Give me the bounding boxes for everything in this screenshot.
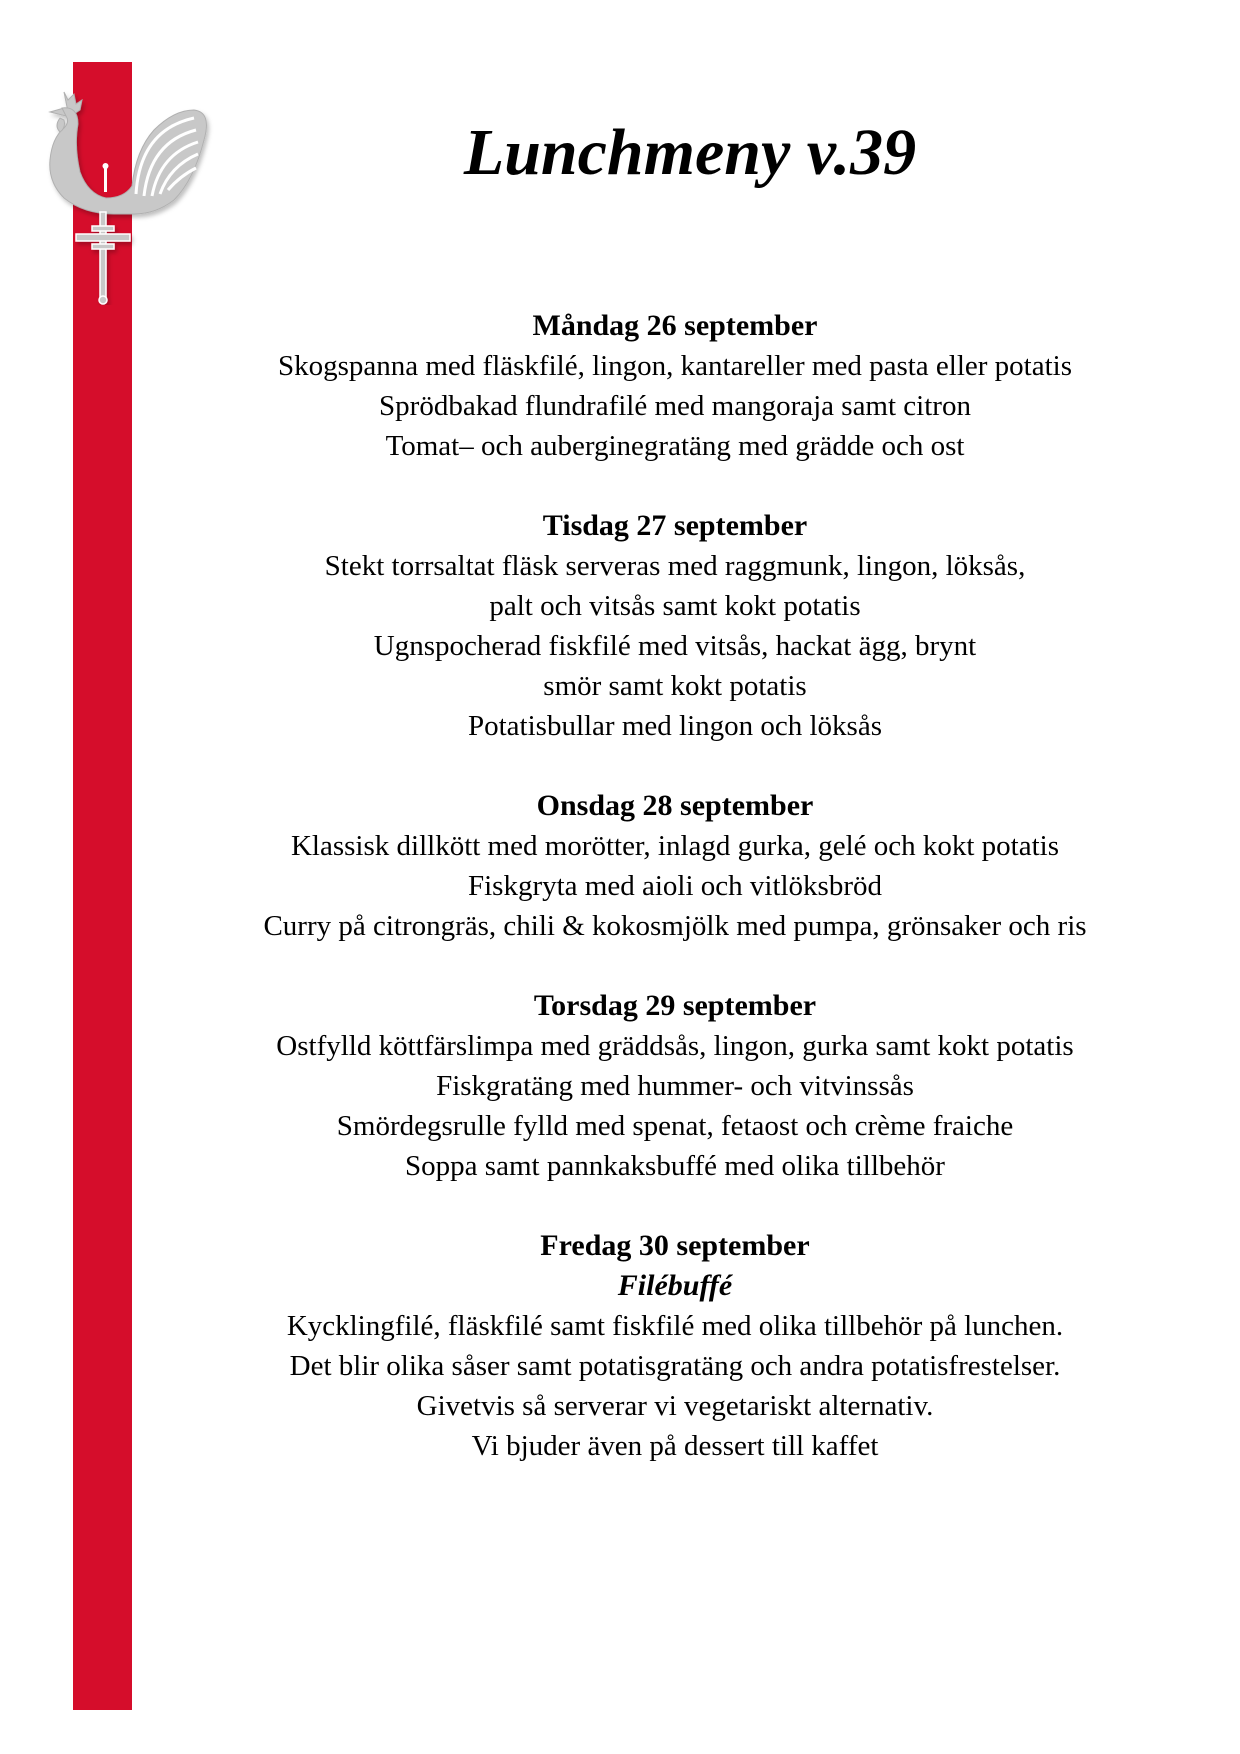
day-heading: Måndag 26 september — [532, 309, 818, 342]
menu-item: Ugnspocherad fiskfilé med vitsås, hackat ägg, brynt — [373, 630, 977, 662]
menu-item: Givetvis så serverar vi vegetariskt alternativ. — [416, 1390, 934, 1422]
menu-item: Curry på citrongräs, chili & kokosmjölk med pumpa, grönsaker och ris — [263, 910, 1087, 942]
page-title: Lunchmeny v.39 — [463, 116, 917, 189]
red-vertical-bar — [73, 62, 132, 1710]
day-heading: Fredag 30 september — [540, 1229, 810, 1262]
menu-item: Tomat– och auberginegratäng med grädde och ost — [385, 430, 965, 462]
menu-item: smör samt kokt potatis — [543, 670, 807, 702]
menu-item: Sprödbakad flundrafilé med mangoraja samt citron — [379, 390, 971, 422]
day-thursday — [175, 986, 1175, 1186]
menu-item: Soppa samt pannkaksbuffé med olika tillbehör — [405, 1150, 945, 1182]
day-heading: Torsdag 29 september — [533, 989, 817, 1022]
menu-item: Smördegsrulle fylld med spenat, fetaost och crème fraiche — [336, 1110, 1014, 1142]
day-wednesday — [175, 786, 1175, 946]
day-heading: Onsdag 28 september — [536, 789, 814, 822]
menu-item: Vi bjuder även på dessert till kaffet — [471, 1430, 879, 1462]
menu-item: Fiskgratäng med hummer- och vitvinssås — [436, 1070, 914, 1102]
day-monday — [175, 306, 1175, 466]
menu-item: Potatisbullar med lingon och löksås — [467, 710, 882, 742]
day-friday — [175, 1226, 1175, 1466]
menu-item: Klassisk dillkött med morötter, inlagd gurka, gelé och kokt potatis — [290, 830, 1060, 862]
menu-item: Skogspanna med fläskfilé, lingon, kantareller med pasta eller potatis — [277, 350, 1073, 382]
rooster-weathervane-icon — [44, 90, 244, 305]
day-tuesday — [175, 506, 1175, 746]
menu-item: Ostfylld köttfärslimpa med gräddsås, lingon, gurka samt kokt potatis — [276, 1030, 1074, 1062]
weekly-menu — [175, 306, 1175, 1506]
menu-item: Det blir olika såser samt potatisgratäng och andra potatisfrestelser. — [289, 1350, 1061, 1382]
day-subheading: Filébuffé — [617, 1269, 733, 1302]
menu-item: palt och vitsås samt kokt potatis — [489, 590, 861, 622]
day-heading: Tisdag 27 september — [542, 509, 808, 542]
menu-item: Fiskgryta med aioli och vitlöksbröd — [467, 870, 882, 902]
menu-item: Kycklingfilé, fläskfilé samt fiskfilé med olika tillbehör på lunchen. — [286, 1310, 1064, 1342]
menu-item: Stekt torrsaltat fläsk serveras med raggmunk, lingon, löksås, — [324, 550, 1026, 582]
